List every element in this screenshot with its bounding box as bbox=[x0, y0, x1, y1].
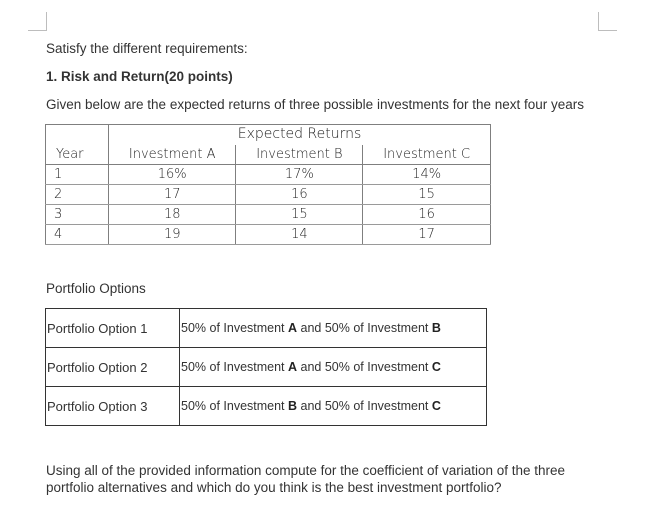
portfolio-options-table bbox=[45, 308, 487, 426]
header-investment-c: Investment C bbox=[363, 145, 491, 165]
page-corner-mark-left bbox=[28, 12, 47, 31]
blank-header-cell bbox=[46, 125, 109, 145]
desc-investment-letter: C bbox=[431, 399, 441, 413]
given-text: Given below are the expected returns of three possible investments for the next four years bbox=[46, 97, 585, 112]
page-corner-mark-right bbox=[598, 12, 617, 31]
portfolio-options-heading: Portfolio Options bbox=[46, 281, 146, 296]
portfolio-description-cell bbox=[180, 348, 487, 387]
year-cell: 1 bbox=[46, 165, 109, 185]
return-a-cell: 19 bbox=[109, 225, 236, 245]
table-row bbox=[46, 205, 491, 225]
return-c-cell: 14% bbox=[363, 165, 491, 185]
desc-text: 50% of Investment bbox=[181, 321, 289, 335]
year-cell: 2 bbox=[46, 185, 109, 205]
return-a-cell: 17 bbox=[109, 185, 236, 205]
question-text: Using all of the provided information compute for the coefficient of variation of the three portfolio alternatives and which do you think is the best investment portfolio? bbox=[46, 463, 566, 495]
desc-text: and 50% of Investment bbox=[297, 360, 432, 374]
table-row bbox=[46, 225, 491, 245]
desc-text: 50% of Investment bbox=[181, 399, 289, 413]
table-row bbox=[46, 387, 487, 426]
portfolio-description-cell bbox=[180, 387, 487, 426]
portfolio-name-cell: Portfolio Option 2 bbox=[46, 348, 180, 387]
header-investment-b: Investment B bbox=[236, 145, 363, 165]
year-cell: 3 bbox=[46, 205, 109, 225]
desc-investment-letter: C bbox=[431, 360, 441, 374]
table-row bbox=[46, 165, 491, 185]
return-a-cell: 16% bbox=[109, 165, 236, 185]
header-year: Year bbox=[46, 145, 109, 165]
portfolio-name-cell: Portfolio Option 1 bbox=[46, 309, 180, 348]
return-b-cell: 16 bbox=[236, 185, 363, 205]
return-b-cell: 17% bbox=[236, 165, 363, 185]
desc-investment-letter: A bbox=[288, 321, 298, 335]
desc-investment-letter: B bbox=[431, 321, 441, 335]
desc-text: 50% of Investment bbox=[181, 360, 289, 374]
year-cell: 4 bbox=[46, 225, 109, 245]
return-c-cell: 15 bbox=[363, 185, 491, 205]
table-row bbox=[46, 348, 487, 387]
returns-column-header-row bbox=[46, 145, 491, 165]
return-c-cell: 16 bbox=[363, 205, 491, 225]
return-b-cell: 15 bbox=[236, 205, 363, 225]
intro-text: Satisfy the different requirements: bbox=[46, 41, 248, 56]
desc-text: and 50% of Investment bbox=[297, 399, 432, 413]
portfolio-name-cell: Portfolio Option 3 bbox=[46, 387, 180, 426]
returns-group-header-row bbox=[46, 125, 491, 145]
table-row bbox=[46, 185, 491, 205]
table-row bbox=[46, 309, 487, 348]
section-heading: 1. Risk and Return(20 points) bbox=[46, 69, 233, 84]
return-c-cell: 17 bbox=[363, 225, 491, 245]
portfolio-description-cell bbox=[180, 309, 487, 348]
header-investment-a: Investment A bbox=[109, 145, 236, 165]
desc-investment-letter: A bbox=[288, 360, 298, 374]
return-a-cell: 18 bbox=[109, 205, 236, 225]
desc-investment-letter: B bbox=[288, 399, 298, 413]
desc-text: and 50% of Investment bbox=[297, 321, 432, 335]
expected-returns-table bbox=[45, 124, 491, 245]
return-b-cell: 14 bbox=[236, 225, 363, 245]
group-header-cell: Expected Returns bbox=[109, 125, 491, 145]
